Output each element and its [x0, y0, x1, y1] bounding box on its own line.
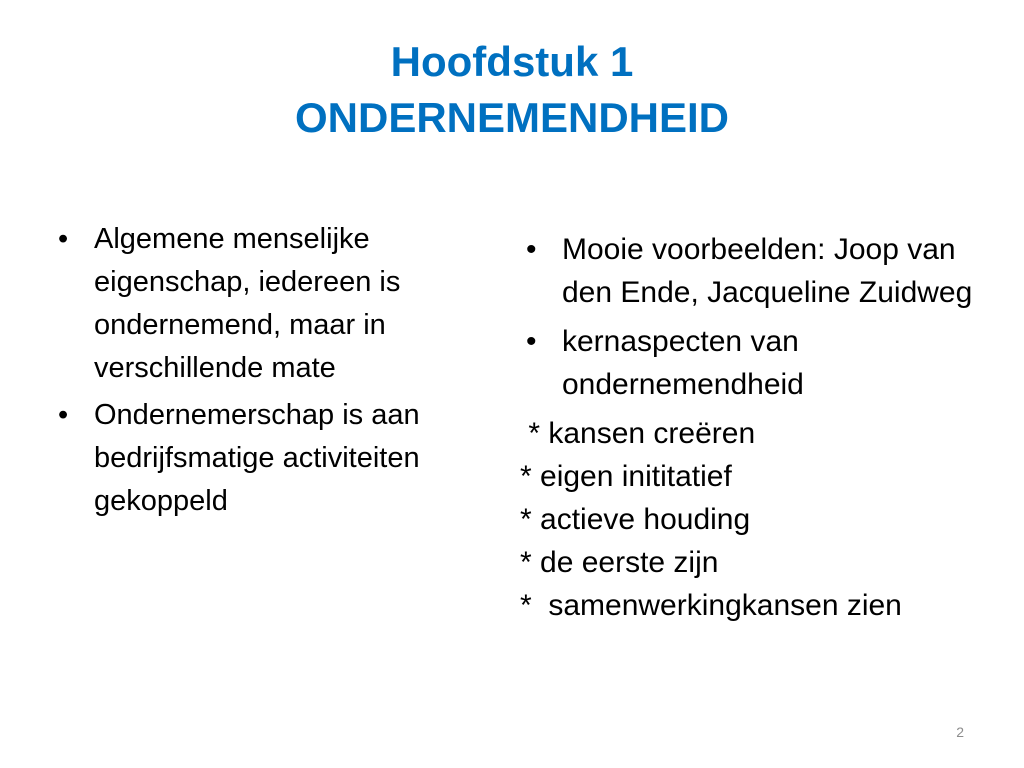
- list-item: [520, 228, 1000, 314]
- bullet-icon: •: [58, 223, 69, 255]
- title-line-2: ONDERNEMENDHEID: [294, 94, 730, 141]
- bullet-icon: •: [526, 325, 537, 358]
- left-content-column: [52, 218, 482, 527]
- bullet-text: kernaspecten van ondernemendheid: [562, 325, 804, 401]
- sub-list-item: * kansen creëren: [520, 417, 756, 450]
- sub-list-item: * de eerste zijn: [520, 546, 719, 579]
- kernaspecten-sub-list: [520, 412, 1000, 627]
- slide-title: [0, 34, 1024, 146]
- bullet-icon: •: [58, 399, 69, 431]
- right-bullet-list: [520, 228, 1000, 406]
- title-line-1: Hoofdstuk 1: [390, 38, 634, 85]
- sub-list-item: * eigen inititatief: [520, 460, 732, 493]
- bullet-text: Algemene menselijke eigenschap, iedereen is ondernemend, maar in verschillende mate: [94, 223, 401, 384]
- sub-list-item: * samenwerkingkansen zien: [520, 589, 902, 622]
- sub-list-item: * actieve houding: [520, 503, 751, 536]
- list-item: [52, 218, 482, 390]
- list-item: [520, 320, 1000, 406]
- bullet-icon: •: [526, 233, 537, 266]
- page-number: 2: [956, 724, 964, 740]
- left-bullet-list: [52, 218, 482, 523]
- bullet-text: Mooie voorbeelden: Joop van den Ende, Jacqueline Zuidweg: [562, 233, 973, 309]
- bullet-text: Ondernemerschap is aan bedrijfsmatige activiteiten gekoppeld: [94, 399, 420, 517]
- list-item: [52, 394, 482, 523]
- right-content-column: [520, 228, 1000, 627]
